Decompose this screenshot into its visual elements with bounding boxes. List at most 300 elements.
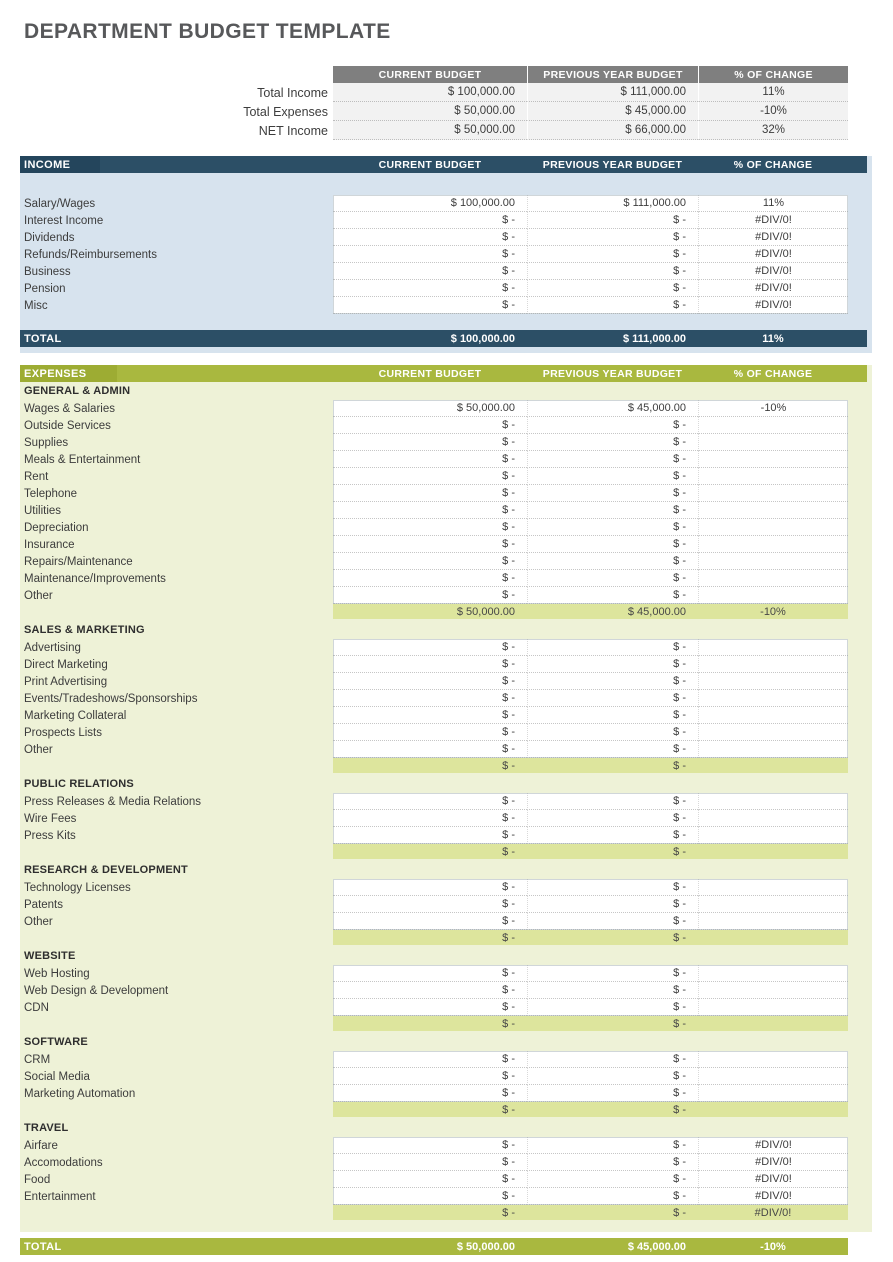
table-row — [20, 587, 872, 604]
value-cell[interactable]: $ - — [333, 519, 527, 536]
expense-section-title: SOFTWARE — [24, 1036, 88, 1048]
value-cell[interactable]: $ - — [333, 570, 527, 587]
value-cell[interactable]: $ - — [333, 999, 527, 1016]
table-row — [20, 1137, 872, 1154]
income-total-row — [20, 330, 867, 347]
row-label: Print Advertising — [24, 675, 108, 688]
value-cell[interactable]: $ - — [527, 502, 698, 519]
row-label: Telephone — [24, 487, 78, 500]
subtotal-row — [333, 930, 848, 945]
row-label: Airfare — [24, 1139, 58, 1152]
value-cell[interactable]: $ - — [333, 280, 527, 297]
expense-sections — [20, 382, 872, 1220]
value-cell[interactable] — [698, 810, 848, 827]
row-label: Prospects Lists — [24, 726, 102, 739]
value-cell[interactable] — [698, 536, 848, 553]
value-cell[interactable]: $ - — [527, 1188, 698, 1205]
row-label: Meals & Entertainment — [24, 453, 141, 466]
value-cell[interactable]: $ - — [527, 246, 698, 263]
row-label: Insurance — [24, 538, 75, 551]
value-cell — [698, 930, 848, 945]
value-cell: $ - — [502, 845, 515, 858]
value-cell — [698, 1016, 848, 1031]
value-cell: $ - — [673, 1017, 686, 1030]
row-label: Interest Income — [24, 214, 104, 227]
value-cell[interactable]: $ - — [527, 793, 698, 810]
value-cell — [698, 844, 848, 859]
income-rows — [20, 195, 872, 314]
value-cell — [698, 758, 848, 773]
value-cell[interactable]: $ - — [527, 451, 698, 468]
row-label: Total Expenses — [243, 104, 328, 119]
expense-section-rows — [20, 879, 872, 930]
expenses-header-label-area — [20, 365, 333, 382]
value-cell[interactable]: $ - — [333, 896, 527, 913]
value-cell[interactable]: $ - — [527, 999, 698, 1016]
value-cell — [698, 1102, 848, 1117]
row-label: Accomodations — [24, 1156, 103, 1169]
income-section-title: INCOME — [20, 156, 100, 173]
value-cell[interactable]: $ - — [333, 536, 527, 553]
page-title: DEPARTMENT BUDGET TEMPLATE — [24, 20, 391, 43]
table-row — [20, 656, 872, 673]
column-header-percent-of-change: % OF CHANGE — [733, 158, 813, 171]
value-cell[interactable]: #DIV/0! — [698, 280, 848, 297]
value-cell[interactable]: #DIV/0! — [698, 1188, 848, 1205]
table-row — [20, 999, 872, 1016]
value-cell[interactable] — [698, 519, 848, 536]
value-cell: $ 45,000.00 — [627, 605, 686, 618]
value-cell[interactable] — [698, 690, 848, 707]
value-cell: $ - — [673, 759, 686, 772]
value-cell: $ - — [673, 1103, 686, 1116]
value-cell[interactable] — [698, 999, 848, 1016]
table-row — [20, 879, 872, 896]
value-cell[interactable]: $ - — [333, 485, 527, 502]
value-cell[interactable]: $ - — [527, 570, 698, 587]
column-header-current-budget: CURRENT BUDGET — [378, 367, 482, 380]
table-row — [20, 673, 872, 690]
income-header-label-area — [20, 156, 333, 173]
value-cell[interactable]: $ - — [333, 639, 527, 656]
value-cell[interactable] — [698, 451, 848, 468]
table-row — [20, 741, 872, 758]
table-row — [20, 536, 872, 553]
value-cell[interactable]: #DIV/0! — [698, 297, 848, 314]
value-cell: $ - — [502, 1206, 515, 1219]
row-label: NET Income — [258, 123, 328, 138]
value-cell[interactable]: $ - — [333, 468, 527, 485]
table-row — [20, 827, 872, 844]
subtotal-row — [333, 844, 848, 859]
expenses-total-label: TOTAL — [24, 1240, 62, 1253]
value-cell[interactable] — [698, 485, 848, 502]
row-label: Entertainment — [24, 1190, 96, 1203]
value-cell[interactable]: $ - — [527, 639, 698, 656]
row-label: Depreciation — [24, 521, 89, 534]
value-cell[interactable]: $ 111,000.00 — [527, 83, 698, 102]
value-cell[interactable]: $ - — [527, 1068, 698, 1085]
row-label: Other — [24, 589, 53, 602]
value-cell[interactable]: $ - — [527, 468, 698, 485]
expense-section-title: TRAVEL — [24, 1122, 69, 1134]
expense-section-rows — [20, 639, 872, 758]
value-cell[interactable]: $ - — [333, 212, 527, 229]
value-cell[interactable] — [698, 570, 848, 587]
value-cell: $ - — [673, 931, 686, 944]
value-cell[interactable]: $ - — [527, 1154, 698, 1171]
table-row — [20, 212, 872, 229]
value-cell[interactable]: $ - — [527, 553, 698, 570]
row-label: Patents — [24, 898, 63, 911]
value-cell[interactable] — [698, 982, 848, 999]
column-header-percent-of-change: % OF CHANGE — [733, 367, 813, 380]
expenses-total-previous: $ 45,000.00 — [627, 1240, 686, 1253]
table-row — [20, 1171, 872, 1188]
column-header-previous-year-budget: PREVIOUS YEAR BUDGET — [527, 66, 698, 83]
value-cell[interactable] — [698, 502, 848, 519]
table-row — [20, 1068, 872, 1085]
value-cell[interactable]: 11% — [698, 195, 848, 212]
value-cell[interactable]: $ - — [333, 741, 527, 758]
column-header-previous-year-budget: PREVIOUS YEAR BUDGET — [542, 158, 683, 171]
value-cell[interactable]: 32% — [698, 121, 848, 140]
table-row — [20, 965, 872, 982]
value-cell[interactable]: #DIV/0! — [698, 246, 848, 263]
row-label: Supplies — [24, 436, 69, 449]
table-row — [20, 485, 872, 502]
value-cell[interactable]: $ - — [527, 913, 698, 930]
table-row — [20, 913, 872, 930]
row-label: Marketing Collateral — [24, 709, 127, 722]
value-cell[interactable] — [698, 913, 848, 930]
row-label: Advertising — [24, 641, 81, 654]
subtotal-row — [333, 758, 848, 773]
value-cell[interactable]: $ 100,000.00 — [333, 83, 527, 102]
value-cell[interactable]: $ - — [527, 1085, 698, 1102]
table-row — [20, 553, 872, 570]
value-cell[interactable]: 11% — [698, 83, 848, 102]
table-row — [20, 810, 872, 827]
table-row — [20, 280, 872, 297]
value-cell[interactable]: $ 111,000.00 — [527, 195, 698, 212]
value-cell[interactable] — [698, 417, 848, 434]
value-cell[interactable] — [698, 879, 848, 896]
expense-section-title: SALES & MARKETING — [24, 624, 145, 636]
table-row — [20, 297, 872, 314]
table-row — [20, 724, 872, 741]
table-row — [20, 982, 872, 999]
value-cell[interactable]: $ - — [333, 656, 527, 673]
expense-section-rows — [20, 793, 872, 844]
column-header-previous-year-budget: PREVIOUS YEAR BUDGET — [542, 367, 683, 380]
summary-header-row — [20, 66, 848, 83]
summary-row — [20, 83, 848, 102]
summary-row — [20, 102, 848, 121]
value-cell[interactable]: $ - — [333, 1171, 527, 1188]
row-label: Maintenance/Improvements — [24, 572, 166, 585]
expense-section-title: PUBLIC RELATIONS — [24, 778, 134, 790]
row-label: Rent — [24, 470, 49, 483]
subtotal-row — [333, 1016, 848, 1031]
column-header-current-budget: CURRENT BUDGET — [378, 158, 482, 171]
table-row — [20, 896, 872, 913]
expense-section-rows — [20, 400, 872, 604]
value-cell[interactable]: $ - — [333, 246, 527, 263]
value-cell[interactable]: $ - — [333, 417, 527, 434]
table-row — [20, 263, 872, 280]
value-cell[interactable]: #DIV/0! — [698, 1171, 848, 1188]
value-cell[interactable]: $ - — [333, 965, 527, 982]
table-row — [20, 1154, 872, 1171]
row-label: CDN — [24, 1001, 49, 1014]
value-cell[interactable] — [698, 1085, 848, 1102]
value-cell[interactable]: $ - — [333, 1137, 527, 1154]
expenses-header-bar — [20, 365, 867, 382]
value-cell[interactable]: #DIV/0! — [698, 263, 848, 280]
income-bottom-spacer — [20, 314, 872, 330]
value-cell[interactable]: $ 50,000.00 — [333, 400, 527, 417]
value-cell[interactable]: $ 50,000.00 — [333, 102, 527, 121]
value-cell[interactable]: $ - — [333, 1051, 527, 1068]
value-cell[interactable] — [698, 707, 848, 724]
column-header-current-budget: CURRENT BUDGET — [333, 66, 527, 83]
value-cell[interactable]: #DIV/0! — [698, 1137, 848, 1154]
value-cell[interactable]: $ - — [527, 485, 698, 502]
value-cell[interactable]: $ - — [527, 724, 698, 741]
value-cell[interactable]: $ 45,000.00 — [527, 102, 698, 121]
expense-section-title: GENERAL & ADMIN — [24, 385, 131, 397]
value-cell[interactable]: $ - — [333, 879, 527, 896]
subtotal-row — [333, 604, 848, 619]
expense-section-rows — [20, 1051, 872, 1102]
table-row — [20, 690, 872, 707]
value-cell[interactable] — [698, 468, 848, 485]
table-row — [20, 451, 872, 468]
value-cell[interactable]: $ 100,000.00 — [333, 195, 527, 212]
summary-row — [20, 121, 848, 140]
summary-header-spacer — [20, 66, 333, 83]
value-cell[interactable]: $ - — [527, 212, 698, 229]
table-row — [20, 639, 872, 656]
value-cell[interactable]: $ - — [333, 1154, 527, 1171]
value-cell[interactable]: $ - — [527, 810, 698, 827]
value-cell[interactable]: $ - — [333, 451, 527, 468]
value-cell[interactable] — [698, 724, 848, 741]
row-label: Refunds/Reimbursements — [24, 248, 157, 261]
table-row — [20, 417, 872, 434]
value-cell[interactable] — [698, 1068, 848, 1085]
value-cell[interactable]: $ - — [333, 587, 527, 604]
expense-section-title: WEBSITE — [24, 950, 76, 962]
row-label: Other — [24, 915, 53, 928]
value-cell[interactable]: $ - — [333, 553, 527, 570]
value-cell[interactable]: $ - — [333, 690, 527, 707]
value-cell[interactable] — [698, 1051, 848, 1068]
value-cell: -10% — [760, 605, 786, 618]
income-header-bar — [20, 156, 867, 173]
table-row — [20, 502, 872, 519]
value-cell: $ - — [502, 1017, 515, 1030]
value-cell[interactable] — [698, 965, 848, 982]
value-cell[interactable] — [698, 587, 848, 604]
table-row — [20, 229, 872, 246]
income-total-label: TOTAL — [24, 332, 62, 345]
value-cell[interactable]: -10% — [698, 102, 848, 121]
value-cell[interactable] — [698, 553, 848, 570]
row-label: Social Media — [24, 1070, 90, 1083]
row-label: Technology Licenses — [24, 881, 131, 894]
income-table — [20, 156, 872, 353]
value-cell: $ - — [673, 845, 686, 858]
row-label: Web Design & Development — [24, 984, 169, 997]
expenses-total-row — [20, 1238, 848, 1255]
income-total-percent: 11% — [762, 332, 784, 345]
value-cell[interactable]: $ - — [333, 1188, 527, 1205]
value-cell[interactable]: $ - — [527, 1171, 698, 1188]
expense-section-rows — [20, 1137, 872, 1205]
value-cell[interactable]: $ - — [527, 536, 698, 553]
value-cell[interactable]: #DIV/0! — [698, 1154, 848, 1171]
value-cell[interactable] — [698, 741, 848, 758]
value-cell[interactable]: $ - — [527, 707, 698, 724]
value-cell[interactable]: $ - — [527, 587, 698, 604]
income-total-current: $ 100,000.00 — [450, 332, 515, 345]
table-row — [20, 1085, 872, 1102]
value-cell[interactable]: $ - — [333, 1068, 527, 1085]
table-row — [20, 1051, 872, 1068]
value-cell[interactable]: $ - — [527, 741, 698, 758]
table-row — [20, 468, 872, 485]
row-label: CRM — [24, 1053, 51, 1066]
row-label: Pension — [24, 282, 66, 295]
row-label: Business — [24, 265, 71, 278]
value-cell[interactable]: $ - — [527, 982, 698, 999]
row-label: Events/Tradeshows/Sponsorships — [24, 692, 198, 705]
value-cell: $ - — [502, 931, 515, 944]
row-label: Utilities — [24, 504, 62, 517]
value-cell[interactable]: $ - — [527, 297, 698, 314]
value-cell: $ - — [502, 1103, 515, 1116]
value-cell: $ - — [502, 759, 515, 772]
value-cell[interactable]: $ - — [333, 913, 527, 930]
value-cell[interactable]: $ - — [527, 263, 698, 280]
summary-table — [20, 66, 848, 140]
value-cell[interactable]: $ - — [527, 280, 698, 297]
value-cell[interactable]: $ - — [333, 673, 527, 690]
value-cell[interactable]: $ 66,000.00 — [527, 121, 698, 140]
table-row — [20, 707, 872, 724]
row-label: Wages & Salaries — [24, 402, 115, 415]
value-cell[interactable]: #DIV/0! — [698, 212, 848, 229]
income-total-previous: $ 111,000.00 — [622, 332, 686, 345]
value-cell[interactable]: $ - — [333, 793, 527, 810]
summary-rows — [20, 83, 848, 140]
value-cell[interactable]: #DIV/0! — [698, 229, 848, 246]
value-cell[interactable]: $ - — [527, 896, 698, 913]
value-cell[interactable]: $ - — [527, 656, 698, 673]
table-row — [20, 570, 872, 587]
value-cell[interactable]: $ - — [333, 810, 527, 827]
table-row — [20, 1188, 872, 1205]
row-label: Press Kits — [24, 829, 76, 842]
table-row — [20, 434, 872, 451]
table-row — [20, 519, 872, 536]
value-cell[interactable]: $ - — [527, 229, 698, 246]
value-cell[interactable]: $ 45,000.00 — [527, 400, 698, 417]
value-cell[interactable]: $ - — [333, 297, 527, 314]
value-cell[interactable]: $ - — [527, 673, 698, 690]
value-cell[interactable]: $ - — [527, 417, 698, 434]
row-label: Outside Services — [24, 419, 111, 432]
value-cell[interactable]: $ - — [527, 519, 698, 536]
value-cell[interactable]: $ - — [527, 690, 698, 707]
expense-section-rows — [20, 965, 872, 1016]
table-row — [20, 246, 872, 263]
value-cell[interactable]: $ 50,000.00 — [333, 121, 527, 140]
value-cell[interactable]: -10% — [698, 400, 848, 417]
value-cell[interactable]: $ - — [333, 724, 527, 741]
value-cell: $ - — [673, 1206, 686, 1219]
subtotal-row — [333, 1102, 848, 1117]
row-label: Repairs/Maintenance — [24, 555, 133, 568]
value-cell[interactable] — [698, 896, 848, 913]
table-row — [20, 793, 872, 810]
value-cell[interactable]: $ - — [333, 434, 527, 451]
value-cell[interactable] — [698, 793, 848, 810]
value-cell[interactable]: $ - — [527, 879, 698, 896]
value-cell[interactable]: $ - — [527, 1137, 698, 1154]
value-cell[interactable] — [698, 673, 848, 690]
value-cell[interactable]: $ - — [333, 827, 527, 844]
row-label: Dividends — [24, 231, 75, 244]
row-label: Total Income — [257, 85, 328, 100]
value-cell[interactable]: $ - — [527, 434, 698, 451]
row-label: Wire Fees — [24, 812, 77, 825]
value-cell[interactable]: $ - — [527, 965, 698, 982]
row-label: Salary/Wages — [24, 197, 96, 210]
expenses-total-percent: -10% — [760, 1240, 786, 1253]
value-cell[interactable]: $ - — [527, 1051, 698, 1068]
value-cell[interactable]: $ - — [333, 1085, 527, 1102]
value-cell: #DIV/0! — [754, 1206, 792, 1219]
value-cell[interactable]: $ - — [333, 502, 527, 519]
row-label: Web Hosting — [24, 967, 90, 980]
expenses-total-current: $ 50,000.00 — [456, 1240, 515, 1253]
row-label: Other — [24, 743, 53, 756]
value-cell[interactable]: $ - — [333, 982, 527, 999]
value-cell[interactable] — [698, 827, 848, 844]
subtotal-row — [333, 1205, 848, 1220]
table-row — [20, 400, 872, 417]
value-cell[interactable] — [698, 434, 848, 451]
row-label: Marketing Automation — [24, 1087, 136, 1100]
value-cell[interactable] — [698, 639, 848, 656]
expenses-section-title: EXPENSES — [20, 365, 117, 382]
value-cell[interactable]: $ - — [333, 229, 527, 246]
value-cell[interactable]: $ - — [333, 263, 527, 280]
expense-section-title: RESEARCH & DEVELOPMENT — [24, 864, 188, 876]
value-cell: $ 50,000.00 — [456, 605, 515, 618]
value-cell[interactable] — [698, 656, 848, 673]
value-cell[interactable]: $ - — [527, 827, 698, 844]
value-cell[interactable]: $ - — [333, 707, 527, 724]
table-row — [20, 195, 872, 212]
column-header-percent-of-change: % OF CHANGE — [698, 66, 848, 83]
row-label: Press Releases & Media Relations — [24, 795, 202, 808]
row-label: Misc — [24, 299, 48, 312]
expenses-table — [20, 365, 872, 1232]
